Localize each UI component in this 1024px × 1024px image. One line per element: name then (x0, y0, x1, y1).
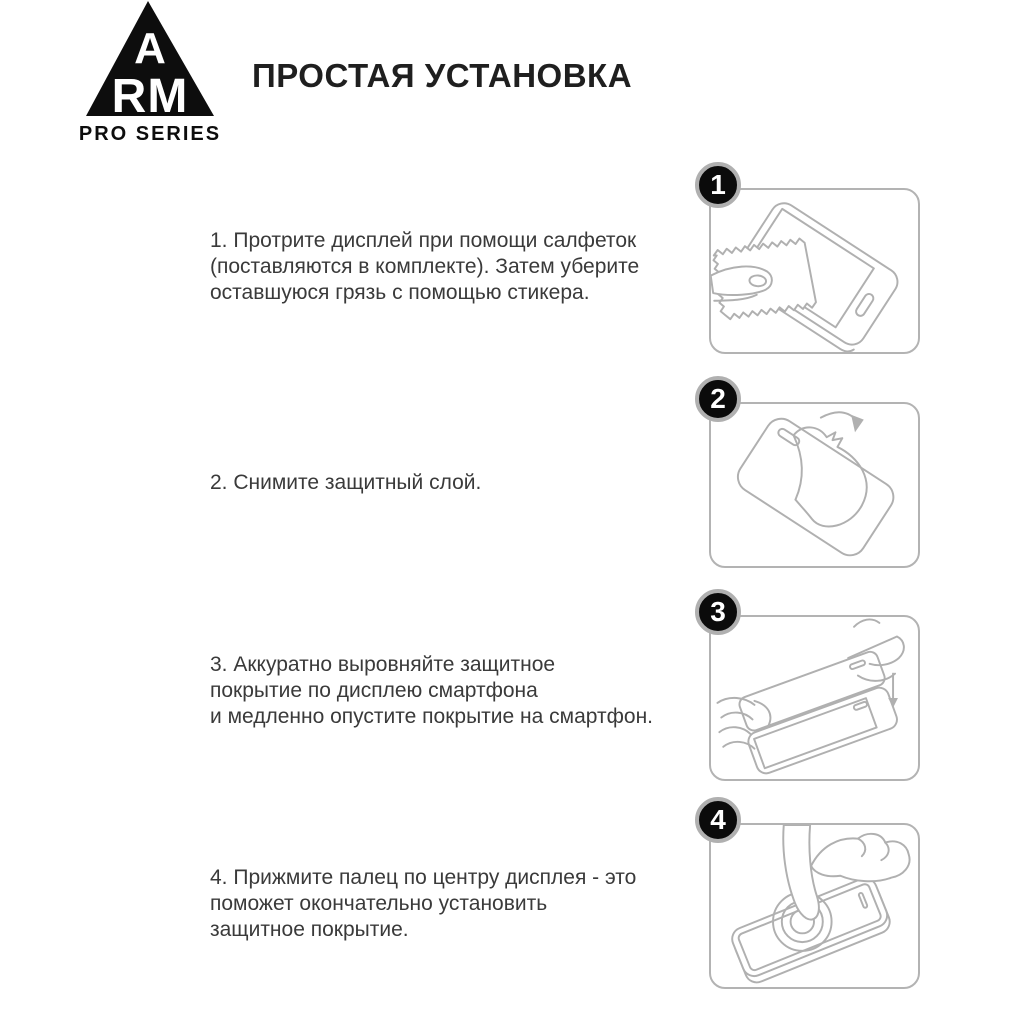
step-3-number: 3 (710, 596, 726, 627)
brand-logo (62, 0, 232, 148)
step-1-line-1: 1. Протрите дисплей при помощи салфеток (210, 229, 637, 252)
step-3-number-badge (695, 589, 741, 635)
step-2-panel (709, 383, 920, 568)
align-glass-over-phone-icon (711, 617, 918, 779)
step-1-line-2: (поставляются в комплекте). Затем уберите (210, 255, 640, 278)
step-4-panel (709, 804, 920, 989)
step-1-number-badge (695, 162, 741, 208)
step-4-number-badge (695, 797, 741, 843)
press-finger-on-center-icon (711, 825, 918, 987)
step-2-number: 2 (710, 383, 726, 414)
step-1-panel (709, 169, 920, 354)
step-3-line-3: и медленно опустите покрытие на смартфон. (210, 705, 653, 728)
wipe-phone-with-cloth-icon (711, 190, 918, 352)
step-3-panel (709, 596, 920, 781)
step-4-text (210, 865, 710, 943)
step-4-line-3: защитное покрытие. (210, 918, 409, 941)
step-3-line-1: 3. Аккуратно выровняйте защитное (210, 653, 556, 676)
step-2-text (210, 470, 710, 496)
step-4-number: 4 (710, 804, 726, 835)
step-1-text (210, 228, 710, 306)
logo-letters-rm: RM (111, 70, 189, 123)
step-3-text (210, 652, 710, 730)
step-1-line-3: оставшуюся грязь с помощью стикера. (210, 281, 590, 304)
step-2-line-1: 2. Снимите защитный слой. (210, 471, 482, 494)
step-4-line-2: поможет окончательно установить (210, 892, 548, 915)
logo-letter-a: A (134, 24, 166, 73)
brand-tagline: PRO SERIES (78, 123, 222, 145)
step-1-number: 1 (710, 169, 726, 200)
step-4-line-1: 4. Прижмите палец по центру дисплея - это (210, 866, 637, 889)
step-3-line-2: покрытие по дисплею смартфона (210, 679, 538, 702)
step-2-number-badge (695, 376, 741, 422)
peel-protective-layer-icon (711, 404, 918, 566)
page-title: ПРОСТАЯ УСТАНОВКА (252, 57, 633, 94)
